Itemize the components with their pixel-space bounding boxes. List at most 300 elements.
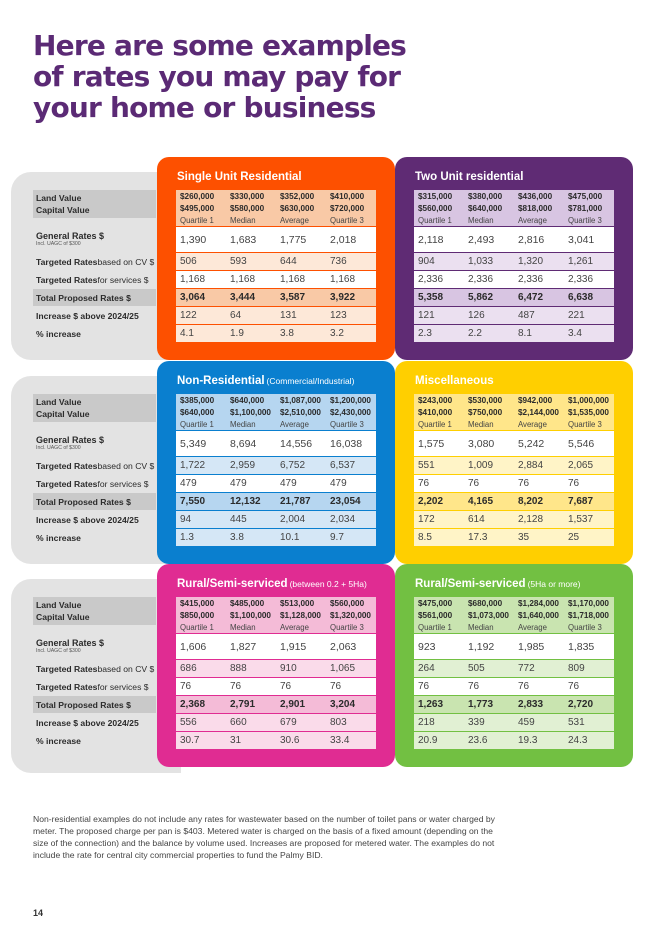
value-cell: 1,722	[180, 460, 206, 471]
land-value-row	[414, 190, 614, 202]
values-general	[414, 634, 614, 659]
value-cell: 2,884	[518, 460, 544, 471]
value-cell: 33.4	[330, 735, 350, 746]
capital-value-row-cell: $630,000	[280, 203, 315, 213]
quartile-row-cell: Quartile 3	[568, 419, 602, 429]
capital-value-row-cell: $2,430,000	[330, 407, 371, 417]
values-general	[414, 431, 614, 456]
land-value-row-cell: $385,000	[180, 395, 215, 405]
land-value-row	[414, 597, 614, 609]
value-cell: 1,827	[230, 640, 257, 653]
land-value-row	[176, 190, 376, 202]
value-cell: 772	[518, 663, 535, 674]
value-cell: 76	[418, 681, 430, 692]
values-pct	[414, 529, 614, 546]
capital-value-row-cell: $850,000	[180, 610, 215, 620]
value-cell: 5,546	[568, 437, 595, 450]
label-general-rates	[33, 227, 156, 252]
values-increase	[414, 307, 614, 324]
label-targeted-services	[33, 475, 156, 492]
capital-value-row	[414, 406, 614, 418]
card-title-qualifier: (Commercial/Industrial)	[266, 376, 355, 386]
value-cell: 16,038	[330, 437, 363, 450]
card-title	[177, 375, 354, 387]
value-cell: 644	[280, 256, 297, 267]
value-cell: 4.1	[180, 328, 194, 339]
value-cell: 1,683	[230, 233, 257, 246]
value-cell: 121	[418, 310, 435, 321]
land-value-row-cell: $260,000	[180, 191, 215, 201]
value-cell: 6,472	[518, 292, 544, 303]
heading-line-2: of rates you may pay for	[33, 60, 401, 93]
value-cell: 5,358	[418, 292, 444, 303]
land-value-row-cell: $530,000	[468, 395, 503, 405]
value-cell: 5,349	[180, 437, 207, 450]
quartile-row-cell: Median	[468, 215, 494, 225]
label-increase-bold: Increase $ above 2024/25	[36, 717, 139, 728]
land-value-row-cell: $380,000	[468, 191, 503, 201]
value-cell: 23,054	[330, 496, 361, 507]
values-pct	[176, 325, 376, 342]
values-total	[414, 493, 614, 510]
value-cell: 12,132	[230, 496, 261, 507]
value-cell: 2,336	[468, 274, 494, 285]
label-capital-value: Capital Value	[36, 612, 90, 622]
label-targeted-cv-bold: Targeted Rates	[36, 460, 98, 471]
value-cell: 679	[280, 717, 297, 728]
label-targeted-cv-bold: Targeted Rates	[36, 256, 98, 267]
label-targeted-services-rest: for services $	[97, 274, 149, 285]
value-cell: 506	[180, 256, 197, 267]
value-cell: 76	[518, 478, 530, 489]
land-value-row-cell: $475,000	[568, 191, 603, 201]
values-general	[176, 227, 376, 252]
value-cell: 76	[230, 681, 242, 692]
value-cell: 2,336	[518, 274, 544, 285]
label-total-proposed-bold: Total Proposed Rates $	[36, 699, 131, 710]
value-cell: 2.3	[418, 328, 432, 339]
values-general	[176, 634, 376, 659]
value-cell: 21,787	[280, 496, 311, 507]
label-land-capital	[33, 190, 156, 218]
capital-value-row-cell: $1,640,000	[518, 610, 559, 620]
value-cell: 1,065	[330, 663, 356, 674]
capital-value-row-cell: $2,144,000	[518, 407, 559, 417]
value-cell: 94	[180, 514, 192, 525]
values-targeted-cv	[176, 457, 376, 474]
value-cell: 3,080	[468, 437, 495, 450]
label-increase	[33, 307, 156, 324]
label-pct-increase-bold: % increase	[36, 735, 81, 746]
card-title	[177, 578, 367, 590]
value-cell: 24.3	[568, 735, 588, 746]
land-value-row-cell: $1,000,000	[568, 395, 609, 405]
value-cell: 3.8	[280, 328, 294, 339]
value-cell: 1,192	[468, 640, 495, 653]
label-general-rates-sub: Incl. UAGC of $300	[36, 648, 81, 654]
capital-value-row-cell: $1,718,000	[568, 610, 609, 620]
value-cell: 923	[418, 640, 436, 653]
values-pct	[176, 732, 376, 749]
land-value-row-cell: $315,000	[418, 191, 453, 201]
value-cell: 9.7	[330, 532, 344, 543]
value-cell: 459	[518, 717, 535, 728]
value-cell: 1,915	[280, 640, 307, 653]
label-targeted-cv-rest: based on CV $	[97, 256, 155, 267]
value-cell: 1,606	[180, 640, 207, 653]
land-value-row-cell: $513,000	[280, 598, 315, 608]
label-targeted-services-bold: Targeted Rates	[36, 274, 98, 285]
card-table	[414, 190, 614, 342]
quartile-row-cell: Average	[280, 419, 309, 429]
rate-card-single-unit	[157, 157, 395, 360]
label-total-proposed-bold: Total Proposed Rates $	[36, 292, 131, 303]
value-cell: 218	[418, 717, 435, 728]
label-general-rates-main: General Rates $	[36, 638, 105, 648]
value-cell: 556	[180, 717, 197, 728]
value-cell: 736	[330, 256, 347, 267]
values-total	[176, 493, 376, 510]
quartile-row-cell: Median	[230, 622, 256, 632]
land-value-row-cell: $640,000	[230, 395, 265, 405]
values-increase	[176, 511, 376, 528]
value-cell: 1.9	[230, 328, 244, 339]
value-cell: 131	[280, 310, 297, 321]
value-cell: 2,065	[568, 460, 594, 471]
quartile-row-cell: Median	[230, 419, 256, 429]
values-total	[176, 289, 376, 306]
land-value-row-cell: $330,000	[230, 191, 265, 201]
quartile-row-cell: Quartile 3	[568, 215, 602, 225]
values-targeted-services	[414, 678, 614, 695]
value-cell: 76	[568, 681, 580, 692]
quartile-row	[176, 214, 376, 226]
value-cell: 1,263	[418, 699, 444, 710]
value-cell: 2,128	[518, 514, 544, 525]
value-cell: 479	[280, 478, 297, 489]
capital-value-row-cell: $560,000	[418, 203, 453, 213]
quartile-row-cell: Quartile 1	[180, 215, 214, 225]
value-cell: 76	[468, 478, 480, 489]
label-targeted-services-bold: Targeted Rates	[36, 478, 98, 489]
value-cell: 1,390	[180, 233, 207, 246]
land-value-row-cell: $415,000	[180, 598, 215, 608]
value-cell: 445	[230, 514, 247, 525]
value-cell: 4,165	[468, 496, 494, 507]
land-value-row	[176, 597, 376, 609]
value-cell: 8,694	[230, 437, 257, 450]
value-cell: 2,816	[518, 233, 545, 246]
rate-card-miscellaneous	[395, 361, 633, 564]
card-title	[415, 578, 581, 590]
label-capital-value: Capital Value	[36, 205, 90, 215]
value-cell: 910	[280, 663, 297, 674]
value-cell: 2,336	[418, 274, 444, 285]
label-general-rates-main: General Rates $	[36, 231, 105, 241]
land-value-row	[176, 394, 376, 406]
capital-value-row	[176, 406, 376, 418]
land-value-row-cell: $436,000	[518, 191, 553, 201]
label-total-proposed	[33, 289, 156, 306]
value-cell: 23.6	[468, 735, 488, 746]
values-targeted-cv	[414, 253, 614, 270]
label-increase-bold: Increase $ above 2024/25	[36, 514, 139, 525]
value-cell: 3,064	[180, 292, 206, 303]
land-value-row-cell: $1,170,000	[568, 598, 609, 608]
value-cell: 14,556	[280, 437, 313, 450]
label-increase	[33, 511, 156, 528]
value-cell: 1,168	[280, 274, 306, 285]
value-cell: 5,862	[468, 292, 494, 303]
land-value-row-cell: $352,000	[280, 191, 315, 201]
values-general	[414, 227, 614, 252]
label-targeted-services-bold: Targeted Rates	[36, 681, 98, 692]
value-cell: 122	[180, 310, 197, 321]
value-cell: 487	[518, 310, 535, 321]
land-value-row	[414, 394, 614, 406]
land-value-row-cell: $560,000	[330, 598, 365, 608]
value-cell: 2,118	[418, 233, 444, 246]
rate-card-rural-large	[395, 564, 633, 767]
value-cell: 339	[468, 717, 485, 728]
value-cell: 1,261	[568, 256, 594, 267]
value-cell: 1,985	[518, 640, 545, 653]
value-cell: 6,537	[330, 460, 356, 471]
value-cell: 6,752	[280, 460, 306, 471]
quartile-row	[414, 214, 614, 226]
value-cell: 1,168	[330, 274, 356, 285]
label-targeted-cv-bold: Targeted Rates	[36, 663, 98, 674]
values-targeted-cv	[414, 457, 614, 474]
value-cell: 3,204	[330, 699, 356, 710]
value-cell: 76	[518, 681, 530, 692]
values-total	[176, 696, 376, 713]
capital-value-row-cell: $410,000	[418, 407, 453, 417]
land-value-row-cell: $485,000	[230, 598, 265, 608]
value-cell: 1.3	[180, 532, 194, 543]
capital-value-row-cell: $1,535,000	[568, 407, 609, 417]
quartile-row-cell: Average	[518, 419, 547, 429]
value-cell: 8.5	[418, 532, 432, 543]
value-cell: 2,336	[568, 274, 594, 285]
value-cell: 1,168	[180, 274, 206, 285]
value-cell: 6,638	[568, 292, 594, 303]
card-title-qualifier: (between 0.2 + 5Ha)	[289, 579, 367, 589]
quartile-row	[414, 418, 614, 430]
quartile-row-cell: Quartile 1	[180, 419, 214, 429]
value-cell: 126	[468, 310, 485, 321]
value-cell: 2,833	[518, 699, 544, 710]
capital-value-row-cell: $1,100,000	[230, 610, 271, 620]
values-targeted-services	[176, 678, 376, 695]
label-land-value: Land Value	[36, 600, 82, 610]
quartile-row-cell: Quartile 1	[418, 622, 452, 632]
capital-value-row-cell: $750,000	[468, 407, 503, 417]
card-table	[414, 597, 614, 749]
value-cell: 64	[230, 310, 242, 321]
value-cell: 531	[568, 717, 585, 728]
land-value-row-cell: $243,000	[418, 395, 453, 405]
values-land-capital	[176, 597, 376, 633]
values-targeted-cv	[176, 660, 376, 677]
land-value-row-cell: $475,000	[418, 598, 453, 608]
value-cell: 1,773	[468, 699, 494, 710]
values-increase	[176, 714, 376, 731]
label-targeted-services	[33, 271, 156, 288]
values-land-capital	[414, 597, 614, 633]
values-targeted-services	[414, 271, 614, 288]
heading-line-3: your home or business	[33, 91, 376, 124]
capital-value-row-cell: $561,000	[418, 610, 453, 620]
label-pct-increase	[33, 732, 156, 749]
value-cell: 3.2	[330, 328, 344, 339]
value-cell: 264	[418, 663, 435, 674]
capital-value-row-cell: $495,000	[180, 203, 215, 213]
label-targeted-cv	[33, 660, 156, 677]
quartile-row-cell: Quartile 1	[180, 622, 214, 632]
value-cell: 593	[230, 256, 247, 267]
label-targeted-cv	[33, 457, 156, 474]
capital-value-row-cell: $720,000	[330, 203, 365, 213]
value-cell: 660	[230, 717, 247, 728]
quartile-row-cell: Median	[230, 215, 256, 225]
quartile-row	[414, 621, 614, 633]
label-targeted-cv	[33, 253, 156, 270]
value-cell: 5,242	[518, 437, 545, 450]
label-total-proposed	[33, 696, 156, 713]
card-table	[176, 190, 376, 342]
value-cell: 3.4	[568, 328, 582, 339]
value-cell: 221	[568, 310, 585, 321]
value-cell: 76	[468, 681, 480, 692]
values-targeted-services	[414, 475, 614, 492]
value-cell: 803	[330, 717, 347, 728]
values-pct	[414, 732, 614, 749]
capital-value-row-cell: $580,000	[230, 203, 265, 213]
value-cell: 8,202	[518, 496, 544, 507]
value-cell: 3.8	[230, 532, 244, 543]
label-general-rates	[33, 634, 156, 659]
value-cell: 2,018	[330, 233, 357, 246]
values-total	[414, 289, 614, 306]
value-cell: 3,041	[568, 233, 595, 246]
value-cell: 2,791	[230, 699, 256, 710]
capital-value-row	[176, 202, 376, 214]
value-cell: 3,444	[230, 292, 256, 303]
value-cell: 17.3	[468, 532, 488, 543]
value-cell: 2,004	[280, 514, 306, 525]
value-cell: 2,034	[330, 514, 356, 525]
value-cell: 76	[330, 681, 342, 692]
label-general-rates	[33, 431, 156, 456]
label-targeted-services-rest: for services $	[97, 681, 149, 692]
quartile-row-cell: Average	[518, 215, 547, 225]
values-targeted-services	[176, 271, 376, 288]
label-general-rates-sub: Incl. UAGC of $300	[36, 241, 81, 247]
value-cell: 686	[180, 663, 197, 674]
label-capital-value: Capital Value	[36, 409, 90, 419]
value-cell: 10.1	[280, 532, 300, 543]
card-title-qualifier: (5Ha or more)	[527, 579, 581, 589]
card-title	[177, 171, 302, 183]
label-general-rates-sub: Incl. UAGC of $300	[36, 445, 81, 451]
value-cell: 2.2	[468, 328, 482, 339]
value-cell: 614	[468, 514, 485, 525]
values-targeted-cv	[414, 660, 614, 677]
quartile-row	[176, 621, 376, 633]
value-cell: 76	[280, 681, 292, 692]
value-cell: 1,537	[568, 514, 594, 525]
value-cell: 7,550	[180, 496, 206, 507]
value-cell: 172	[418, 514, 435, 525]
value-cell: 35	[518, 532, 530, 543]
values-general	[176, 431, 376, 456]
value-cell: 2,063	[330, 640, 357, 653]
value-cell: 3,922	[330, 292, 356, 303]
card-table	[176, 394, 376, 546]
value-cell: 2,720	[568, 699, 594, 710]
value-cell: 2,368	[180, 699, 206, 710]
value-cell: 7,687	[568, 496, 594, 507]
value-cell: 76	[418, 478, 430, 489]
values-increase	[414, 511, 614, 528]
label-land-value: Land Value	[36, 397, 82, 407]
land-value-row-cell: $1,284,000	[518, 598, 559, 608]
label-targeted-cv-rest: based on CV $	[97, 460, 155, 471]
value-cell: 2,493	[468, 233, 495, 246]
label-targeted-cv-rest: based on CV $	[97, 663, 155, 674]
label-general-rates-main: General Rates $	[36, 435, 105, 445]
value-cell: 1,575	[418, 437, 445, 450]
quartile-row-cell: Median	[468, 419, 494, 429]
value-cell: 1,835	[568, 640, 595, 653]
values-increase	[176, 307, 376, 324]
quartile-row-cell: Quartile 3	[330, 622, 364, 632]
label-pct-increase	[33, 325, 156, 342]
value-cell: 904	[418, 256, 435, 267]
card-title-text: Rural/Semi-serviced	[415, 578, 526, 590]
values-targeted-services	[176, 475, 376, 492]
quartile-row-cell: Average	[280, 215, 309, 225]
rate-card-two-unit	[395, 157, 633, 360]
value-cell: 8.1	[518, 328, 532, 339]
label-pct-increase-bold: % increase	[36, 328, 81, 339]
label-land-value: Land Value	[36, 193, 82, 203]
capital-value-row-cell: $640,000	[468, 203, 503, 213]
value-cell: 20.9	[418, 735, 438, 746]
quartile-row	[176, 418, 376, 430]
rate-card-rural-small	[157, 564, 395, 767]
value-cell: 505	[468, 663, 485, 674]
quartile-row-cell: Quartile 3	[568, 622, 602, 632]
value-cell: 479	[330, 478, 347, 489]
capital-value-row	[414, 609, 614, 621]
value-cell: 1,320	[518, 256, 544, 267]
value-cell: 31	[230, 735, 242, 746]
quartile-row-cell: Average	[280, 622, 309, 632]
land-value-row-cell: $1,200,000	[330, 395, 371, 405]
card-table	[176, 597, 376, 749]
value-cell: 3,587	[280, 292, 306, 303]
heading-line-1: Here are some examples	[33, 29, 407, 62]
value-cell: 2,959	[230, 460, 256, 471]
card-title-text: Miscellaneous	[415, 375, 494, 387]
value-cell: 76	[568, 478, 580, 489]
quartile-row-cell: Quartile 1	[418, 419, 452, 429]
quartile-row-cell: Average	[518, 622, 547, 632]
capital-value-row-cell: $1,073,000	[468, 610, 509, 620]
capital-value-row-cell: $1,100,000	[230, 407, 271, 417]
